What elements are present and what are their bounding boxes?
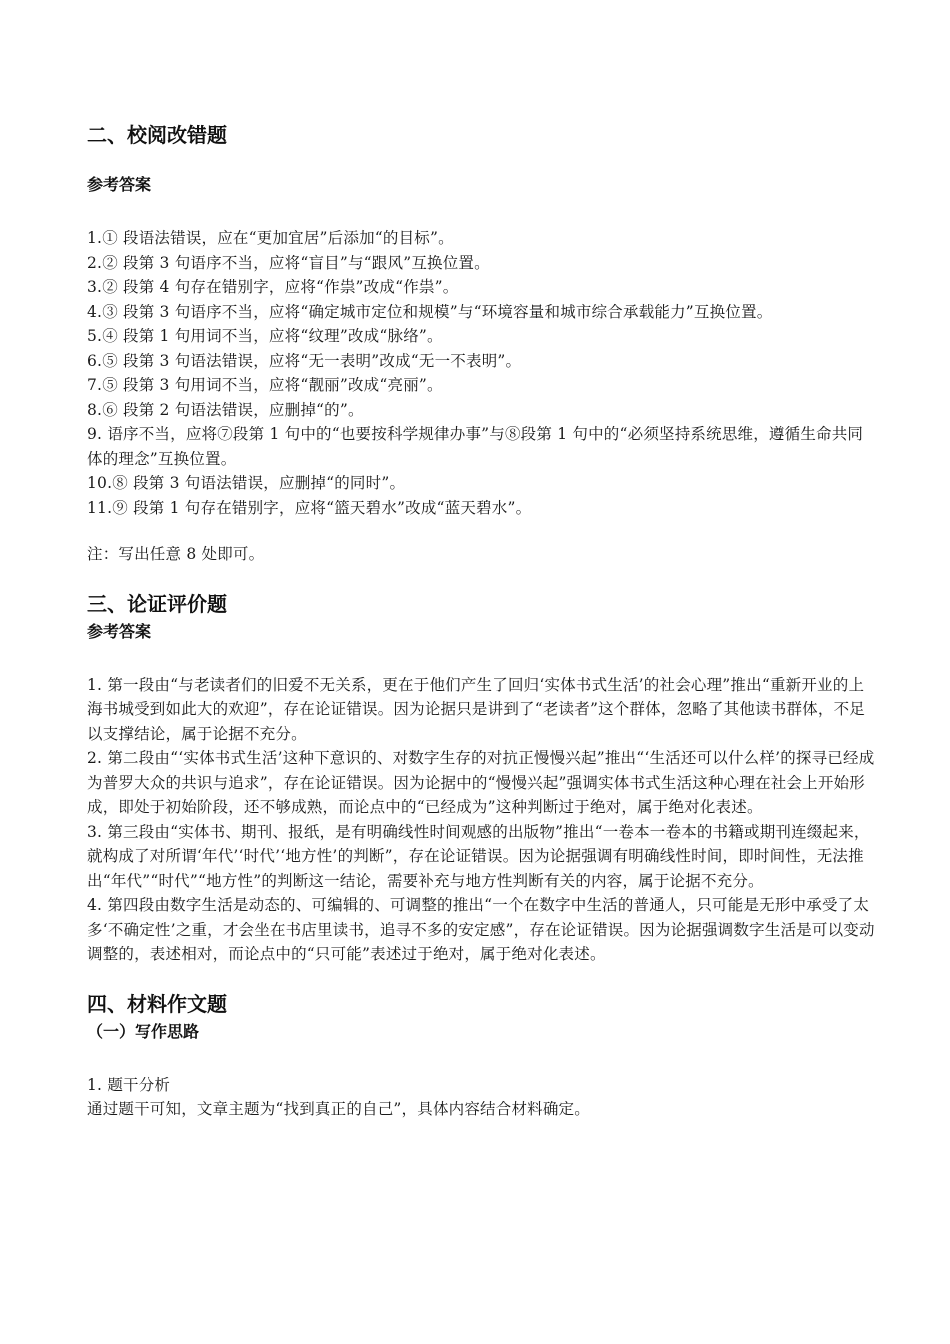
answer-item: 2.② 段第 3 句语序不当，应将“盲目”与“跟风”互换位置。: [87, 253, 490, 272]
reference-answer-heading: 参考答案: [87, 175, 152, 194]
point-title: 1. 题干分析: [87, 1075, 171, 1094]
answer-item: 1. 第一段由“与老读者们的旧爱不无关系，更在于他们产生了回归‘实体书式生活’的社会心理”推出“重新开业的上海书城受到如此大的欢迎”，存在论证错误。因为论据只是讲到了“老读者”这个群体，忽略了其他读书群体，不足以支撑结论，属于论据不充分。: [87, 675, 865, 743]
answer-item: 4.③ 段第 3 句语序不当，应将“确定城市定位和规模”与“环境容量和城市综合承载能力”互换位置。: [87, 302, 773, 321]
answer-item: 10.⑧ 段第 3 句语法错误，应删掉“的同时”。: [87, 474, 406, 492]
section-title-essay: 四、材料作文题: [87, 991, 227, 1016]
answer-item: 8.⑥ 段第 2 句语法错误，应删掉“的”。: [87, 400, 364, 419]
answer-item: 11.⑨ 段第 1 句存在错别字，应将“篮天碧水”改成“蓝天碧水”。: [87, 498, 532, 517]
document-page: [87, 120, 877, 1122]
answer-item: 3.② 段第 4 句存在错别字，应将“作祟”改成“作祟”。: [87, 278, 459, 296]
answer-item: 2. 第二段由“‘实体书式生活’这种下意识的、对数字生存的对抗正慢慢兴起”推出“‘生活还可以什么样’的探寻已经成为普罗大众的共识与追求”，存在论证错误。因为论据中的“慢慢兴起”强调实体书式生活这种心理在社会上开始形成，即处于初始阶段，还不够成熟，而论点中的“已经成为”这种判断过于绝对，属于绝对化表述。: [87, 749, 875, 816]
answer-item: 3. 第三段由“实体书、期刊、报纸，是有明确线性时间观感的出版物”推出“一卷本一卷本的书籍或期刊连缀起来，就构成了对所谓‘年代’‘时代’‘地方性’的判断”，存在论证错误。因为论据强调有明确线性时间，即时间性，无法推出“年代”“时代”“地方性”的判断这一结论，需要补充与地方性判断有关的内容，属于论据不充分。: [87, 822, 870, 890]
answer-item: 1.① 段语法错误，应在“更加宜居”后添加“的目标”。: [87, 229, 454, 247]
reference-answer-heading: 参考答案: [87, 621, 152, 641]
answer-item: 7.⑤ 段第 3 句用词不当，应将“靓丽”改成“亮丽”。: [87, 376, 443, 394]
answer-item: 5.④ 段第 1 句用词不当，应将“纹理”改成“脉络”。: [87, 327, 443, 345]
argument-answer-list: [87, 673, 877, 967]
answer-item: 4. 第四段由数字生活是动态的、可编辑的、可调整的推出“一个在数字中生活的普通人，只可能是无形中承受了太多‘不确定性’之重，才会坐在书店里读书，追寻不多的安定感”，存在论证错误。因为论据强调数字生活是可以变动调整的，表述相对，而论点中的“只可能”表述过于绝对，属于绝对化表述。: [87, 896, 875, 963]
writing-approach-heading: （一）写作思路: [87, 1021, 200, 1041]
answer-item: 9. 语序不当，应将⑦段第 1 句中的“也要按科学规律办事”与⑧段第 1 句中的“必须坚持系统思维，遵循生命共同体的理念”互换位置。: [87, 425, 864, 468]
section-title-argument-evaluation: 三、论证评价题: [87, 591, 227, 616]
point-text: 通过题干可知，文章主题为“找到真正的自己”，具体内容结合材料确定。: [87, 1100, 590, 1118]
answer-note: 注：写出任意 8 处即可。: [87, 545, 265, 563]
answer-item: 6.⑤ 段第 3 句语法错误，应将“无一表明”改成“无一不表明”。: [87, 351, 522, 370]
proofreading-answer-list: [87, 226, 877, 520]
section-title-proofreading: 二、校阅改错题: [87, 123, 227, 147]
